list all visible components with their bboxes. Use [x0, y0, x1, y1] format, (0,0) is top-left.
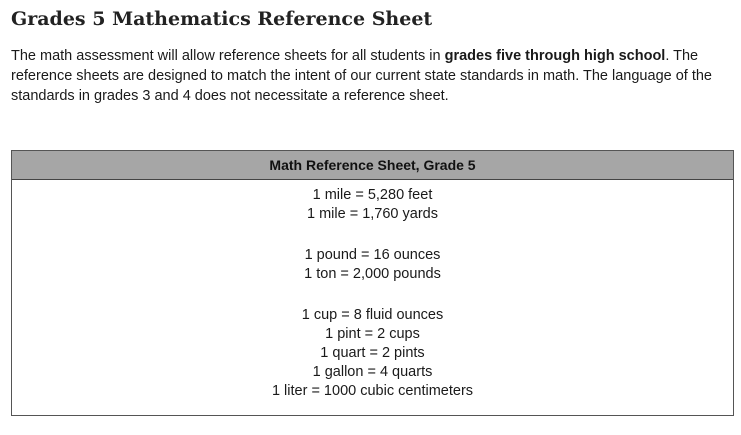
conversion-line: 1 liter = 1000 cubic centimeters	[271, 383, 474, 399]
page-title: Grades 5 Mathematics Reference Sheet	[11, 8, 433, 30]
intro-paragraph	[11, 46, 737, 106]
conversion-line: 1 pound = 16 ounces	[304, 247, 441, 263]
intro-bold-text: grades five through high school	[444, 48, 666, 64]
conversion-line: 1 ton = 2,000 pounds	[304, 266, 441, 282]
conversion-line: 1 quart = 2 pints	[320, 345, 425, 361]
volume-conversions	[12, 306, 733, 401]
weight-conversions	[12, 246, 733, 284]
reference-table	[11, 150, 734, 416]
reference-table-header: Math Reference Sheet, Grade 5	[12, 151, 733, 180]
conversion-line: 1 gallon = 4 quarts	[312, 364, 433, 380]
intro-text-start: The math assessment will allow reference sheets for all students in	[11, 48, 445, 64]
length-conversions	[12, 186, 733, 224]
conversion-line: 1 mile = 1,760 yards	[307, 206, 438, 222]
reference-table-body	[12, 180, 733, 401]
conversion-line: 1 cup = 8 fluid ounces	[301, 307, 444, 323]
conversion-line: 1 pint = 2 cups	[325, 326, 420, 342]
conversion-line: 1 mile = 5,280 feet	[312, 187, 433, 203]
intro-text-end: . The reference sheets are designed to match the intent of our current state standards in math. The language of the standards in grades 3 and 4 does not necessitate a reference sheet.	[11, 48, 712, 104]
